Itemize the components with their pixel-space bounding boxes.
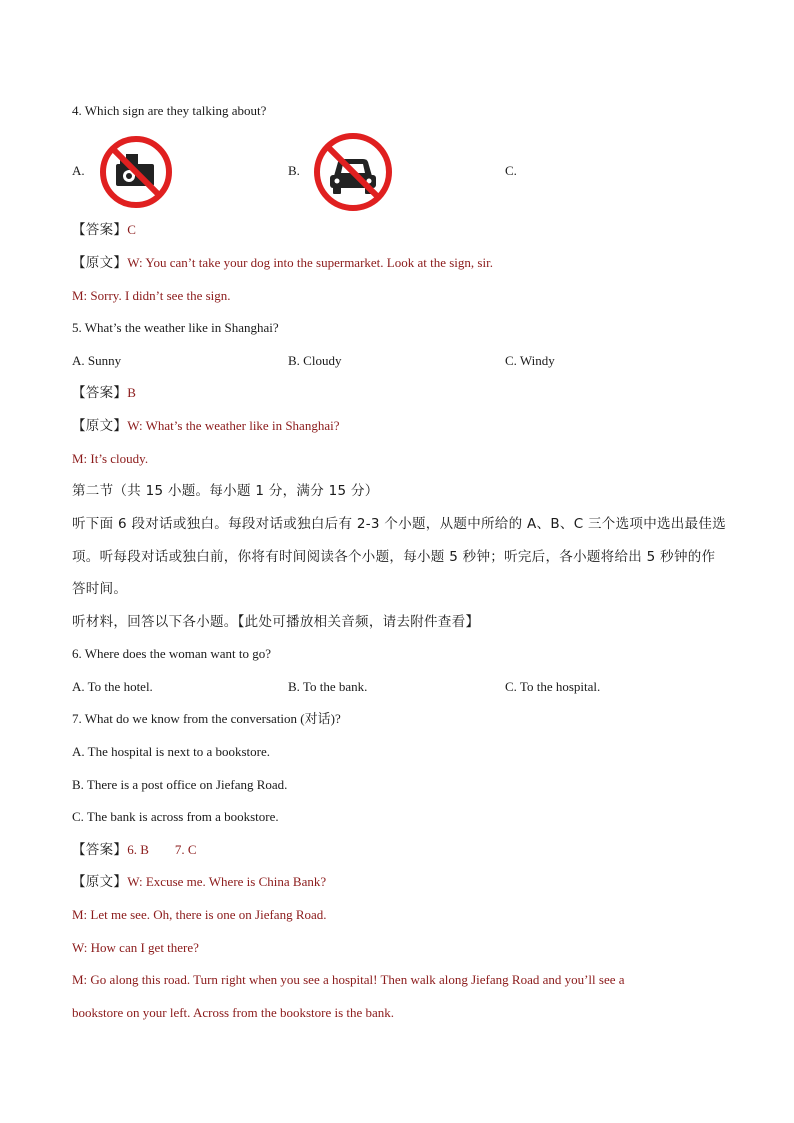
section-instructions-3: 答时间。 bbox=[72, 581, 128, 597]
q4-answer bbox=[72, 221, 136, 239]
q6-option-c: C. To the hospital. bbox=[505, 679, 601, 694]
q5-transcript-line-2: M: It’s cloudy. bbox=[72, 451, 149, 466]
no-car-sign-icon bbox=[312, 132, 394, 212]
q5-answer bbox=[72, 384, 136, 402]
original-tag: 【原文】 bbox=[72, 418, 128, 434]
q4-transcript-line-1 bbox=[72, 254, 493, 272]
q4-option-a-label: A. bbox=[72, 163, 85, 178]
q4-transcript-line-2: M: Sorry. I didn’t see the sign. bbox=[72, 288, 231, 303]
q67-transcript-line-1 bbox=[72, 873, 326, 891]
answer-value: B bbox=[127, 385, 136, 400]
section-instructions-1: 听下面 6 段对话或独白。每段对话或独白后有 2-3 个小题，从题中所给的 A、B、C 三个选项中选出最佳选 bbox=[72, 516, 727, 532]
q6-question: 6. Where does the woman want to go? bbox=[72, 646, 272, 661]
answer-value: C bbox=[127, 222, 136, 237]
q67-transcript-line-2: M: Let me see. Oh, there is one on Jiefang Road. bbox=[72, 907, 327, 922]
q4-option-c-label: C. bbox=[505, 163, 517, 178]
q7-option-a: A. The hospital is next to a bookstore. bbox=[72, 744, 270, 759]
q67-transcript-line-3: W: How can I get there? bbox=[72, 940, 199, 955]
original-tag: 【原文】 bbox=[72, 874, 128, 890]
q4-option-b-label: B. bbox=[288, 163, 300, 178]
q67-transcript-line-5: bookstore on your left. Across from the bookstore is the bank. bbox=[72, 1005, 395, 1020]
q6-option-b: B. To the bank. bbox=[288, 679, 368, 694]
section-title: 第二节（共 15 小题。每小题 1 分，满分 15 分） bbox=[72, 483, 379, 499]
answer-tag: 【答案】 bbox=[72, 842, 128, 858]
material-note: 听材料，回答以下各小题。【此处可播放相关音频，请去附件查看】 bbox=[72, 614, 480, 630]
answer-tag: 【答案】 bbox=[72, 222, 128, 238]
q4-question: 4. Which sign are they talking about? bbox=[72, 103, 267, 118]
q5-option-c: C. Windy bbox=[505, 353, 555, 368]
answer-value: 6. B 7. C bbox=[127, 842, 197, 857]
q5-question: 5. What’s the weather like in Shanghai? bbox=[72, 320, 279, 335]
transcript-text: W: You can’t take your dog into the supermarket. Look at the sign, sir. bbox=[127, 255, 493, 270]
answer-tag: 【答案】 bbox=[72, 385, 128, 401]
q67-answer bbox=[72, 841, 197, 859]
original-tag: 【原文】 bbox=[72, 255, 128, 271]
q7-option-b: B. There is a post office on Jiefang Road. bbox=[72, 777, 288, 792]
q7-question: 7. What do we know from the conversation (对话)? bbox=[72, 711, 341, 726]
q5-transcript-line-1 bbox=[72, 417, 339, 435]
q7-option-c: C. The bank is across from a bookstore. bbox=[72, 809, 279, 824]
section-instructions-2: 项。听每段对话或独白前，你将有时间阅读各个小题，每小题 5 秒钟；听完后，各小题将给出 5 秒钟的作 bbox=[72, 549, 716, 565]
transcript-text: W: Excuse me. Where is China Bank? bbox=[127, 874, 327, 889]
q5-option-a: A. Sunny bbox=[72, 353, 122, 368]
q5-option-b: B. Cloudy bbox=[288, 353, 342, 368]
q67-transcript-line-4: M: Go along this road. Turn right when you see a hospital! Then walk along Jiefang Road and you’ll see a bbox=[72, 972, 625, 987]
no-camera-sign-icon bbox=[96, 134, 176, 210]
transcript-text: W: What’s the weather like in Shanghai? bbox=[127, 418, 340, 433]
q6-option-a: A. To the hotel. bbox=[72, 679, 153, 694]
